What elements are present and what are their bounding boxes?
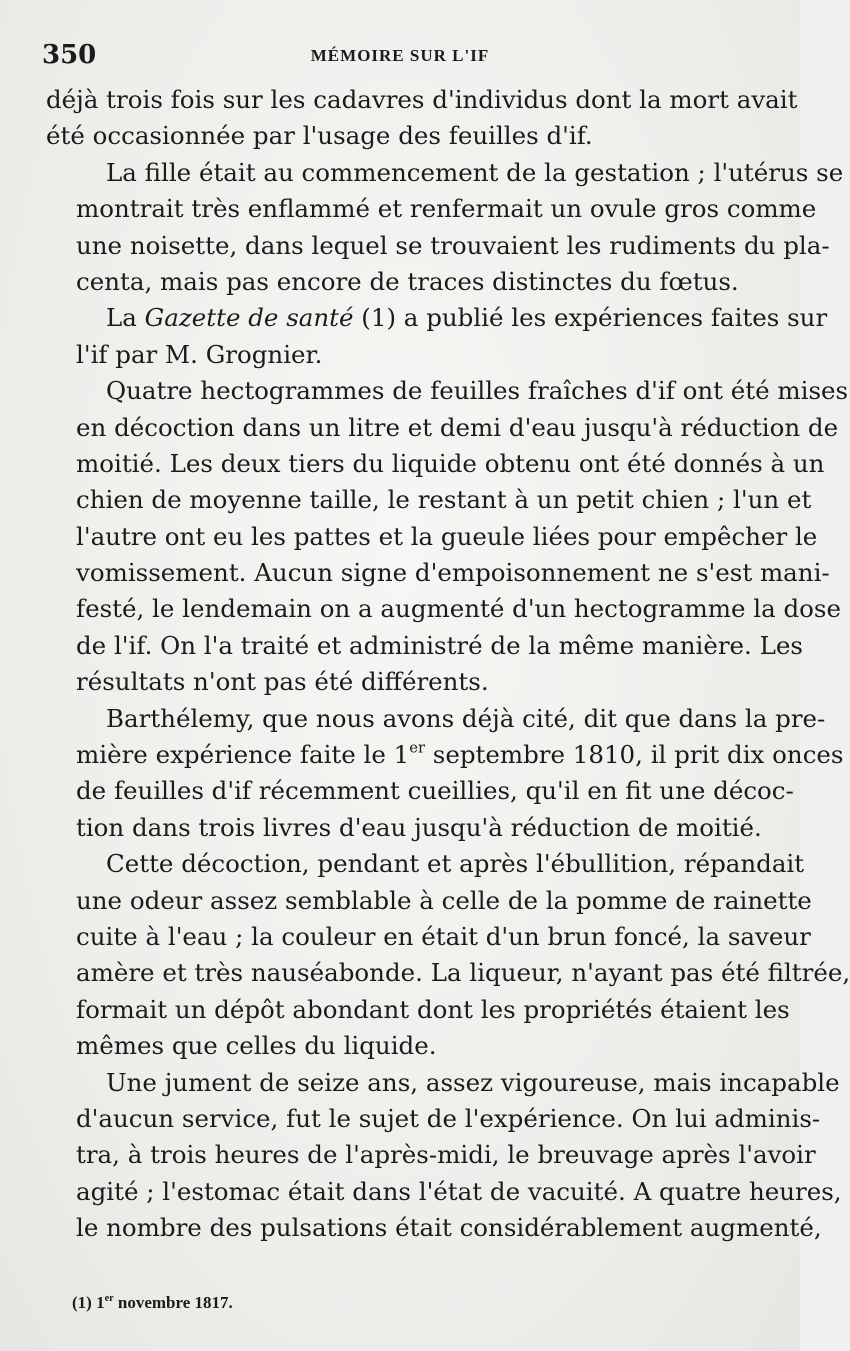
paragraph-4 <box>46 373 849 701</box>
text-line: Cette décoction, pendant et après l'ébullition, répandait <box>106 849 805 879</box>
paragraph-2 <box>46 155 844 301</box>
text-line: formait un dépôt abondant dont les propriétés étaient les <box>76 994 790 1024</box>
paragraph-6 <box>46 846 850 1064</box>
footnote-text: novembre 1817. <box>113 1293 233 1312</box>
text-line: de l'if. On l'a traité et administré de la même manière. Les <box>76 630 803 660</box>
text-fragment: mière expérience faite le 1 <box>76 740 410 770</box>
text-line: Une jument de seize ans, assez vigoureuse, mais incapable <box>106 1067 840 1097</box>
superscript: er <box>409 739 425 757</box>
text-line: une odeur assez semblable à celle de la pomme de rainette <box>76 885 812 915</box>
text-fragment: La <box>106 303 145 333</box>
text-line: déjà trois fois sur les cadavres d'individus dont la mort avait <box>46 85 798 114</box>
journal-title: Gazette de santé <box>144 303 354 333</box>
page-number: 350 <box>42 40 97 70</box>
text-line: chien de moyenne taille, le restant à un petit chien ; l'un et <box>76 485 812 515</box>
paragraph-7 <box>46 1065 842 1247</box>
text-line: le nombre des pulsations était considérablement augmenté, <box>76 1213 822 1243</box>
text-line: tion dans trois livres d'eau jusqu'à réduction de moitié. <box>76 812 762 842</box>
text-line: tra, à trois heures de l'après-midi, le breuvage après l'avoir <box>76 1140 816 1170</box>
text-fragment: (1) a publié les expériences faites sur <box>353 303 828 333</box>
text-line: festé, le lendemain on a augmenté d'un hectogramme la dose <box>76 594 841 624</box>
text-line: Quatre hectogrammes de feuilles fraîches d'if ont été mises <box>106 376 849 406</box>
text-line: l'if par M. Grognier. <box>76 339 323 369</box>
paragraph-5 <box>46 701 844 847</box>
text-line: La fille était au commencement de la gestation ; l'utérus se <box>106 157 844 187</box>
text-line: l'autre ont eu les pattes et la gueule liées pour empêcher le <box>76 521 818 551</box>
paragraph-1 <box>46 82 798 155</box>
running-head: MÉMOIRE SUR L'IF <box>310 46 490 65</box>
text-fragment: septembre 1810, il prit dix onces <box>424 740 844 770</box>
page-header <box>42 40 758 80</box>
text-line: en décoction dans un litre et demi d'eau jusqu'à réduction de <box>76 412 839 442</box>
text-line: Barthélemy, que nous avons déjà cité, dit que dans la pre- <box>106 703 826 733</box>
superscript: er <box>104 1292 114 1304</box>
text-line: d'aucun service, fut le sujet de l'expérience. On lui adminis- <box>76 1103 821 1133</box>
paragraph-3 <box>46 300 828 373</box>
text-line <box>46 737 844 773</box>
text-line: cuite à l'eau ; la couleur en était d'un brun foncé, la saveur <box>76 921 811 951</box>
text-line: montrait très enflammé et renfermait un ovule gros comme <box>76 194 817 224</box>
text-line: moitié. Les deux tiers du liquide obtenu ont été donnés à un <box>76 448 825 478</box>
text-line: agité ; l'estomac était dans l'état de vacuité. A quatre heures, <box>76 1176 842 1206</box>
text-line <box>46 300 828 336</box>
text-line: mêmes que celles du liquide. <box>76 1031 437 1061</box>
text-line: vomissement. Aucun signe d'empoisonnement ne s'est mani- <box>76 558 830 588</box>
text-line: centa, mais pas encore de traces distinctes du fœtus. <box>76 266 739 296</box>
text-line: de feuilles d'if récemment cueillies, qu'il en fit une décoc- <box>76 776 794 806</box>
footnote-marker: (1) 1 <box>72 1293 105 1312</box>
text-line: amère et très nauséabonde. La liqueur, n'ayant pas été filtrée, <box>76 958 850 988</box>
page-body <box>46 82 850 1247</box>
text-line: résultats n'ont pas été différents. <box>76 667 489 697</box>
text-line: été occasionnée par l'usage des feuilles d'if. <box>46 121 593 151</box>
footnote <box>72 1293 233 1313</box>
text-line: une noisette, dans lequel se trouvaient les rudiments du pla- <box>76 230 830 260</box>
